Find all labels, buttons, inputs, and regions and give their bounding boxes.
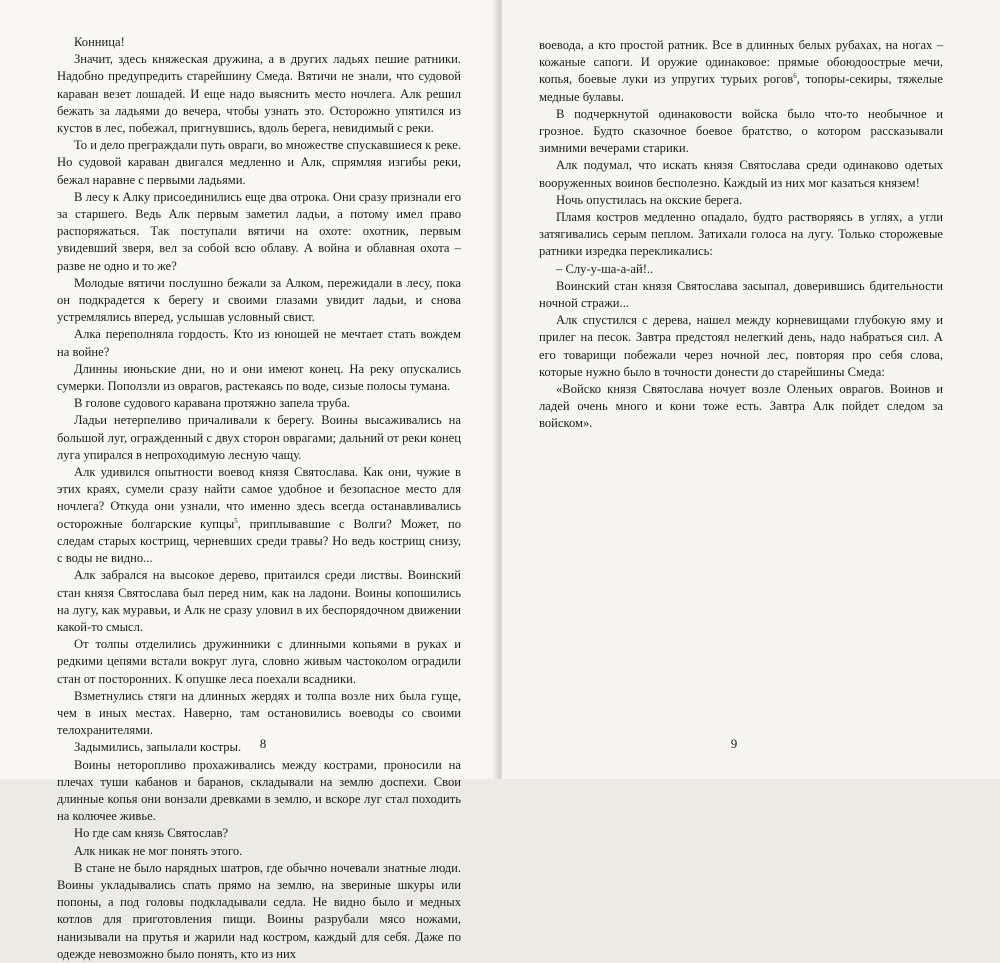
paragraph: В лесу к Алку присоединились еще два отрока. Они сразу признали его за старшего. Ведь Алк первым заметил ладьи, а потому имел право распоряжаться. Так поступали вятичи на охоте: охотник, первым увидевший зверя, вел за собой всю облаву. А война и облавная охота – разве не одно и то же? bbox=[57, 189, 461, 273]
paragraph-quote: «Войско князя Святослава ночует возле Оленьих оврагов. Воинов и ладей очень много и кони тоже есть. Завтра Алк пойдет следом за войском». bbox=[539, 382, 943, 431]
paragraph: Алк подумал, что искать князя Святослава среди одинаково одетых вооруженных воинов бесполезно. Каждый из них мог казаться князем! bbox=[539, 158, 943, 190]
paragraph: Алк никак не мог понять этого. bbox=[74, 843, 243, 858]
footnote-marker: 5 bbox=[234, 516, 238, 525]
paragraph: – Слу-у-ша-а-ай!.. bbox=[556, 261, 654, 276]
paragraph: От толпы отделились дружинники с длинными копьями в руках и редкими цепями встали вокруг луга, словно живым частоколом оградили стан от посторонних. К опушке леса поехали всадники. bbox=[57, 637, 461, 686]
footnote-marker: 6 bbox=[793, 72, 797, 81]
paragraph: В голове судового каравана протяжно запела труба. bbox=[74, 396, 351, 411]
paragraph: Задымились, запылали костры. bbox=[74, 740, 242, 755]
paragraph-part: воевода, а кто простой ратник. Все в длинных белых рубахах, на ногах – кожаные сапоги. И оружие одинаковое: прямые обоюдоострые мечи, копья, боевые луки из упругих турьих рогов bbox=[539, 38, 943, 87]
paragraph: Ночь опустилась на окские берега. bbox=[556, 192, 743, 207]
paragraph: В стане не было нарядных шатров, где обычно ночевали знатные люди. Воины укладывались спать прямо на землю, на звериные шкуры или попоны, а под головы подкладывали седла. Не видно было и медных котлов для приготовления пищи. Воины разрубали мясо ножами, нанизывали на прутья и жарили над костром, каждый для себя. Даже по одежде невозможно было понять, кто из них bbox=[57, 860, 461, 961]
paragraph: Алка переполняла гордость. Кто из юношей не мечтает стать вождем на войне? bbox=[57, 327, 461, 359]
paragraph-with-footnote bbox=[539, 37, 943, 106]
right-page-text bbox=[539, 37, 943, 433]
right-page bbox=[502, 0, 1000, 779]
paragraph-part: , топоры-секиры, тяжелые медные булавы. bbox=[539, 72, 943, 104]
paragraph-with-footnote bbox=[57, 464, 461, 567]
paragraph: Воинский стан князя Святослава засыпал, доверившись бдительности ночной стражи... bbox=[539, 278, 943, 311]
paragraph: Молодые вятичи послушно бежали за Алком, пережидали в лесу, пока он подкрадется к берегу и своими глазами увидит ладьи, и снова устремлялись вперед, услышав условный свист. bbox=[57, 275, 461, 325]
paragraph-part: , приплывавшие с Волги? Может, по следам старых кострищ, черневших среди травы? Но ведь кострищ снизу, с воды не видно... bbox=[57, 516, 461, 566]
paragraph: Воины неторопливо прохаживались между кострами, проносили на плечах туши кабанов и баранов, складывали на землю доспехи. Свои длинные копья они вонзали древками в землю, и вскоре луг стал походить на колючее живье. bbox=[57, 757, 461, 824]
page-number: 9 bbox=[730, 736, 738, 751]
paragraph: В подчеркнутой одинаковости войска было что-то необычное и грозное. Будто сказочное боевое братство, о котором рассказывали зимними вечерами старики. bbox=[539, 106, 943, 156]
page-number: 8 bbox=[259, 736, 267, 751]
left-page bbox=[0, 0, 498, 961]
paragraph: Значит, здесь княжеская дружина, а в других ладьях пешие ратники. Надобно предупредить старейшину Смеда. Вятичи не знали, что судовой караван везет лошадей. И еще надо выяснить место ночлега. Алк решил бежать за ладьями до вечера, чтобы узнать это. Осторожно упятился из кустов в лес, побежал, пригнувшись, вдоль берега, невидимый с реки. bbox=[57, 52, 461, 136]
paragraph: Конница! bbox=[74, 35, 125, 49]
paragraph: Алк забрался на высокое дерево, притаился среди листвы. Воинский стан князя Святослава был перед ним, как на ладони. Воины копошились на лугу, как муравьи, и Алк не сразу уловил в их беспорядочном движении какой-то смысл. bbox=[57, 568, 461, 634]
left-page-text bbox=[57, 34, 461, 963]
paragraph: Ладьи нетерпеливо причаливали к берегу. Воины высаживались на большой луг, огражденный с двух сторон оврагами; дальний от реки конец луга упирался в непроходимую лесную чащу. bbox=[57, 413, 461, 462]
paragraph: Длинны июньские дни, но и они имеют конец. На реку опускались сумерки. Поползли из оврагов, растекаясь по воде, сизые полосы тумана. bbox=[57, 361, 461, 394]
paragraph: Взметнулись стяги на длинных жердях и толпа возле них была гуще, чем в иных местах. Наверно, там остановились воеводы со своими телохранителями. bbox=[57, 688, 461, 738]
paragraph: То и дело преграждали путь овраги, во множестве спускавшиеся к реке. Но судовой караван двигался медленно и Алк, спрямляя изгибы реки, бежал наравне с первыми ладьями. bbox=[57, 138, 461, 187]
paragraph-part: Алк удивился опытности воевод князя Святослава. Как они, чужие в этих краях, сумели сразу найти самое удобное и безопасное место для ночлега? Откуда они узнали, что именно здесь всегда останавливались осторожные болгарские купцы bbox=[57, 465, 461, 531]
paragraph: Алк спустился с дерева, нашел между корневищами глубокую яму и прилег на песок. Завтра предстоял нелегкий день, надо набраться сил. А его товарищи побежали через ночной лес, повторяя про себя слова, которые нужно было в точности донести до старейшины Смеда: bbox=[539, 313, 943, 379]
paragraph: Но где сам князь Святослав? bbox=[74, 826, 229, 841]
paragraph: Пламя костров медленно опадало, будто растворяясь в углях, а угли затягивались серым пеплом. Затихали голоса на лугу. Только сторожевые ратники изредка перекликались: bbox=[539, 210, 943, 259]
